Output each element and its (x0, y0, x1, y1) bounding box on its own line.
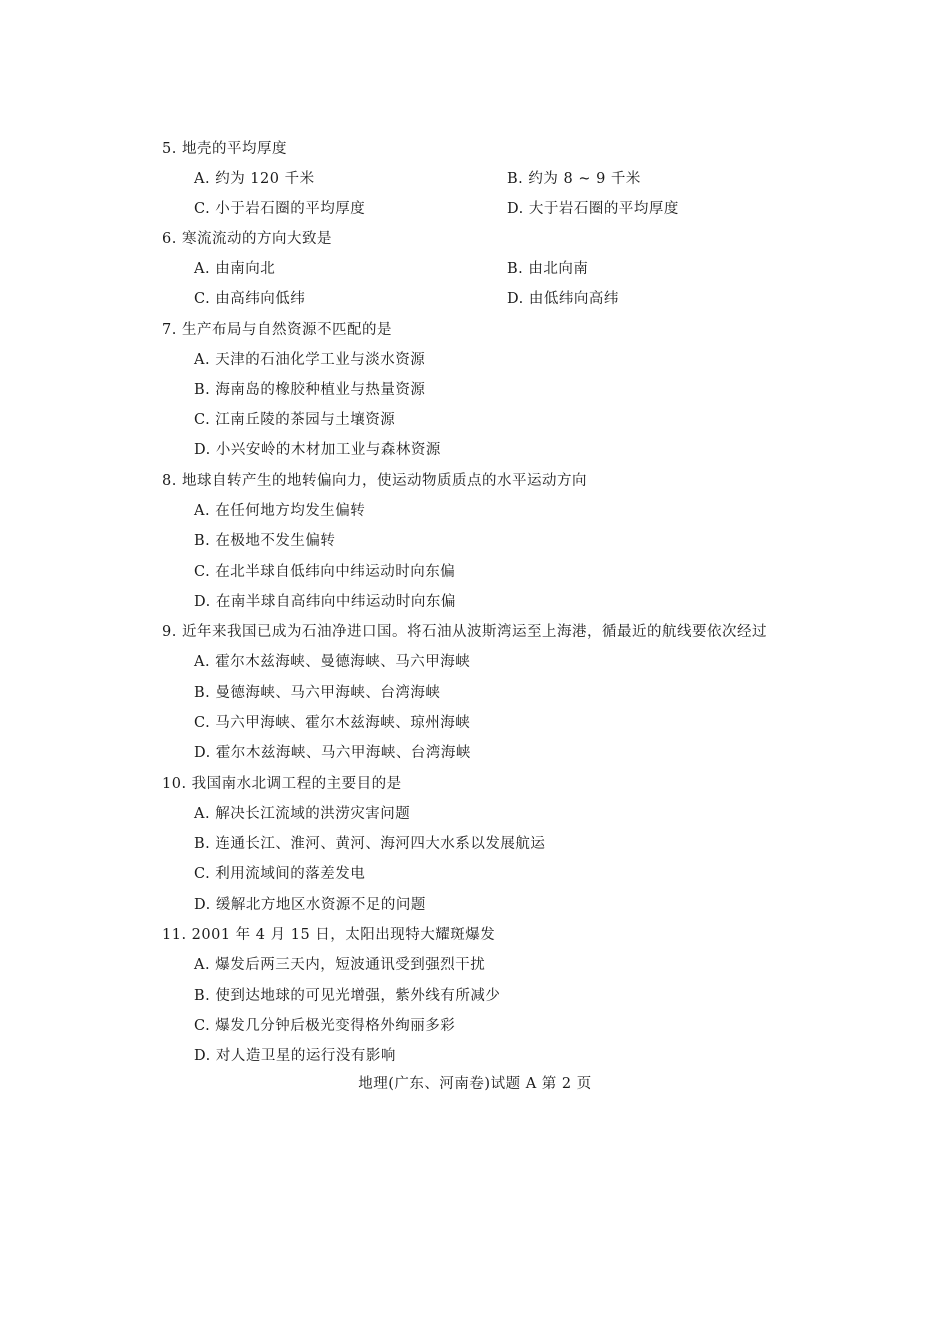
question-11-option-b: B. 使到达地球的可见光增强，紫外线有所减少 (194, 988, 501, 1004)
question-5-stem: 5. 地壳的平均厚度 (162, 141, 287, 157)
question-11-stem: 11. 2001 年 4 月 15 日，太阳出现特大耀斑爆发 (162, 927, 496, 943)
question-7-option-b: B. 海南岛的橡胶种植业与热量资源 (194, 382, 426, 398)
question-8-option-c: C. 在北半球自低纬向中纬运动时向东偏 (194, 564, 456, 580)
question-5-option-a: A. 约为 120 千米 (194, 171, 315, 187)
question-11-option-a: A. 爆发后两三天内，短波通讯受到强烈干扰 (194, 957, 486, 973)
question-10-option-d: D. 缓解北方地区水资源不足的问题 (194, 897, 426, 913)
question-7-stem: 7. 生产布局与自然资源不匹配的是 (162, 322, 392, 338)
question-8-option-d: D. 在南半球自高纬向中纬运动时向东偏 (194, 594, 456, 610)
question-6-option-d: D. 由低纬向高纬 (507, 291, 619, 307)
page-footer: 地理(广东、河南卷)试题 A 第 2 页 (358, 1076, 592, 1092)
question-5-option-d: D. 大于岩石圈的平均厚度 (507, 201, 679, 217)
question-6-option-c: C. 由高纬向低纬 (194, 291, 306, 307)
question-7-option-d: D. 小兴安岭的木材加工业与森林资源 (194, 442, 441, 458)
question-5-option-b: B. 约为 8 ~ 9 千米 (507, 171, 641, 187)
question-6-option-b: B. 由北向南 (507, 261, 589, 277)
question-8-option-a: A. 在任何地方均发生偏转 (194, 503, 366, 519)
question-8-option-b: B. 在极地不发生偏转 (194, 533, 336, 549)
question-5-option-c: C. 小于岩石圈的平均厚度 (194, 201, 366, 217)
question-10-option-c: C. 利用流域间的落差发电 (194, 866, 366, 882)
question-10-option-a: A. 解决长江流域的洪涝灾害问题 (194, 806, 411, 822)
question-7-option-c: C. 江南丘陵的茶园与土壤资源 (194, 412, 396, 428)
question-7-option-a: A. 天津的石油化学工业与淡水资源 (194, 352, 426, 368)
question-9-option-c: C. 马六甲海峡、霍尔木兹海峡、琼州海峡 (194, 715, 471, 731)
question-11-option-d: D. 对人造卫星的运行没有影响 (194, 1048, 396, 1064)
question-10-stem: 10. 我国南水北调工程的主要目的是 (162, 776, 402, 792)
question-6-option-a: A. 由南向北 (194, 261, 276, 277)
question-8-stem: 8. 地球自转产生的地转偏向力，使运动物质质点的水平运动方向 (162, 473, 587, 489)
question-9-option-d: D. 霍尔木兹海峡、马六甲海峡、台湾海峡 (194, 745, 471, 761)
question-9-option-b: B. 曼德海峡、马六甲海峡、台湾海峡 (194, 685, 441, 701)
question-6-stem: 6. 寒流流动的方向大致是 (162, 231, 332, 247)
question-9-option-a: A. 霍尔木兹海峡、曼德海峡、马六甲海峡 (194, 654, 471, 670)
question-11-option-c: C. 爆发几分钟后极光变得格外绚丽多彩 (194, 1018, 456, 1034)
question-10-option-b: B. 连通长江、淮河、黄河、海河四大水系以发展航运 (194, 836, 546, 852)
question-9-stem: 9. 近年来我国已成为石油净进口国。将石油从波斯湾运至上海港，循最近的航线要依次经过 (162, 624, 767, 640)
